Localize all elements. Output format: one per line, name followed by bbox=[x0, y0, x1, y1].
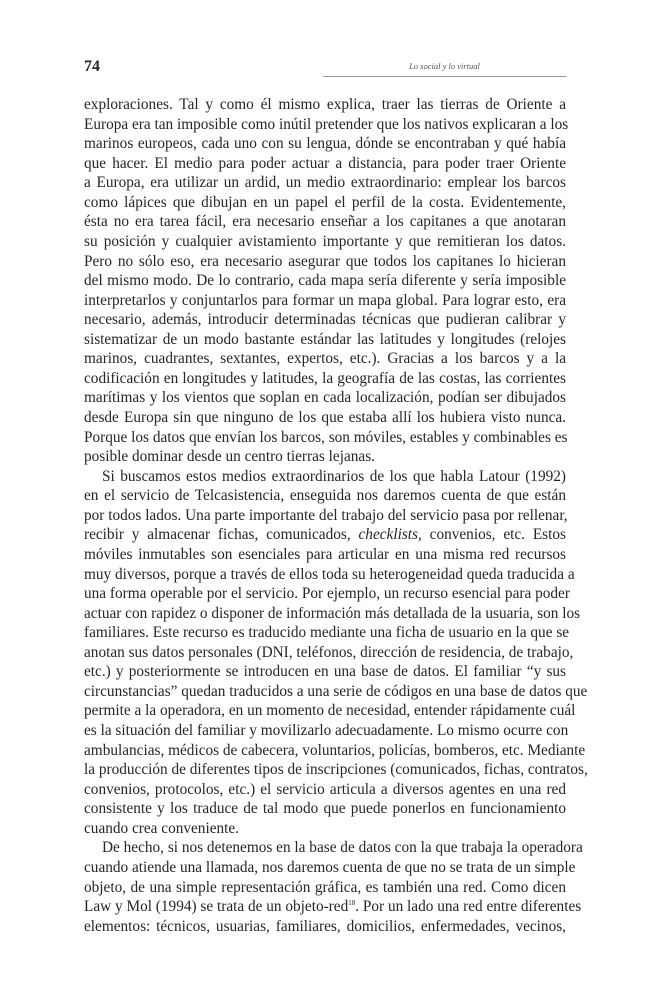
text-line: exploraciones. Tal y como él mismo explica, traer las tierras de Oriente a bbox=[84, 96, 566, 113]
text-line: móviles inmutables son esenciales para articular en una misma red recursos bbox=[84, 545, 566, 563]
text-line: circunstancias” quedan traducidos a una serie de códigos en una base de datos que bbox=[84, 682, 588, 700]
text-line: como lápices que dibujan en un papel el perfil de la costa. Evidentemente, bbox=[84, 193, 566, 211]
text-segment: , convenios, etc. Estos bbox=[417, 526, 566, 544]
text-line: Europa era tan imposible como inútil pretender que los nativos explicaran a los bbox=[84, 115, 569, 133]
text-line: una forma operable por el servicio. Por ejemplo, un recurso esencial para poder bbox=[84, 585, 570, 603]
text-segment: recibir y almacenar fichas, comunicados, bbox=[84, 526, 359, 544]
text-line: anotan sus datos personales (DNI, teléfonos, dirección de residencia, de trabajo, bbox=[84, 643, 574, 661]
text-line: es la situación del familiar y movilizarlo adecuadamente. Lo mismo ocurre con bbox=[84, 722, 569, 739]
text-segment: Law y Mol (1994) se trata de un objeto-red bbox=[84, 898, 349, 916]
body-text bbox=[84, 95, 588, 936]
text-line: cuando crea conveniente. bbox=[84, 819, 240, 837]
text-line: permite a la operadora, en un momento de necesidad, entender rápidamente cuál bbox=[84, 702, 576, 720]
text-line: codificación en longitudes y latitudes, la geografía de las costas, las corrientes bbox=[84, 369, 566, 387]
text-line: del mismo modo. De lo contrario, cada mapa sería diferente y sería imposible bbox=[84, 272, 566, 290]
text-line: cuando atiende una llamada, nos daremos cuenta de que no se trata de un simple bbox=[84, 858, 576, 876]
text-line: objeto, de una simple representación gráfica, es también una red. Como dicen bbox=[84, 878, 566, 896]
text-line: que hacer. El medio para poder actuar a distancia, para poder traer Oriente bbox=[84, 154, 566, 172]
text-line: Si buscamos estos medios extraordinarios de los que habla Latour (1992) bbox=[102, 467, 566, 485]
text-line: convenios, protocolos, etc.) el servicio articula a diversos agentes en una red bbox=[84, 780, 566, 798]
header-rule bbox=[323, 76, 566, 77]
text-line: posible dominar desde un centro tierras lejanas. bbox=[84, 448, 375, 466]
page-number: 74 bbox=[84, 58, 100, 75]
text-line: necesario, además, introducir determinadas técnicas que pudieran calibrar y bbox=[84, 311, 566, 329]
text-line: De hecho, si nos detenemos en la base de datos con la que trabaja la operadora bbox=[102, 839, 583, 857]
footnote-marker: 18 bbox=[348, 899, 356, 908]
text-line: sistematizar de un modo bastante estándar las latitudes y longitudes (relojes bbox=[84, 330, 566, 348]
text-line: familiares. Este recurso es traducido mediante una ficha de usuario en la que se bbox=[84, 624, 570, 642]
paragraph bbox=[84, 467, 588, 839]
text-line: interpretarlos y conjuntarlos para formar un mapa global. Para lograr esto, era bbox=[84, 291, 566, 309]
text-line: actuar con rapidez o disponer de información más detallada de la usuaria, son los bbox=[84, 604, 581, 622]
text-line: su posición y cualquier avistamiento importante y que remitieran los datos. bbox=[84, 232, 566, 250]
text-line: muy diversos, porque a través de ellos toda su heterogeneidad queda traducida a bbox=[84, 565, 575, 583]
text-line: marinos, cuadrantes, sextantes, expertos, etc.). Gracias a los barcos y a la bbox=[84, 350, 566, 368]
text-line: a Europa, era utilizar un ardid, un medio extraordinario: emplear los barcos bbox=[84, 174, 566, 192]
text-line: ambulancias, médicos de cabecera, voluntarios, policías, bomberos, etc. Mediante bbox=[84, 741, 586, 759]
text-line: etc.) y posteriormente se introducen en una base de datos. El familiar “y sus bbox=[84, 663, 566, 681]
text-line: por todos lados. Una parte importante del trabajo del servicio pasa por rellenar, bbox=[84, 506, 568, 524]
text-line: marinos europeos, cada uno con su lengua, dónde se encontraban y qué había bbox=[84, 135, 566, 153]
text-line: desde Europa sin que ninguno de los que estaba allí los hubiera visto nunca. bbox=[84, 409, 566, 426]
text-line bbox=[84, 897, 582, 917]
running-title: Lo social y lo virtual bbox=[409, 61, 480, 71]
text-line: la producción de diferentes tipos de inscripciones (comunicados, fichas, contratos, bbox=[84, 761, 588, 779]
italic-term: checklists bbox=[358, 526, 418, 544]
text-line: Pero no sólo eso, era necesario asegurar que todos los capitanes lo hicieran bbox=[84, 252, 566, 270]
text-line bbox=[84, 525, 566, 545]
text-line: Porque los datos que envían los barcos, son móviles, estables y combinables es bbox=[84, 428, 568, 446]
text-line: elementos: técnicos, usuarias, familiares, domicilios, enfermedades, vecinos, bbox=[84, 917, 566, 935]
paragraph bbox=[84, 95, 569, 467]
text-line: marítimas y los vientos que soplan en cada localización, podían ser dibujados bbox=[84, 389, 566, 407]
paragraph bbox=[84, 838, 583, 936]
text-line: en el servicio de Telcasistencia, enseguida nos daremos cuenta de que están bbox=[84, 487, 566, 505]
text-line: consistente y los traduce de tal modo que puede ponerlos en funcionamiento bbox=[84, 800, 566, 818]
text-line: ésta no era tarea fácil, era necesario enseñar a los capitanes a que anotaran bbox=[84, 213, 566, 231]
text-segment: . Por un lado una red entre diferentes bbox=[355, 898, 582, 916]
